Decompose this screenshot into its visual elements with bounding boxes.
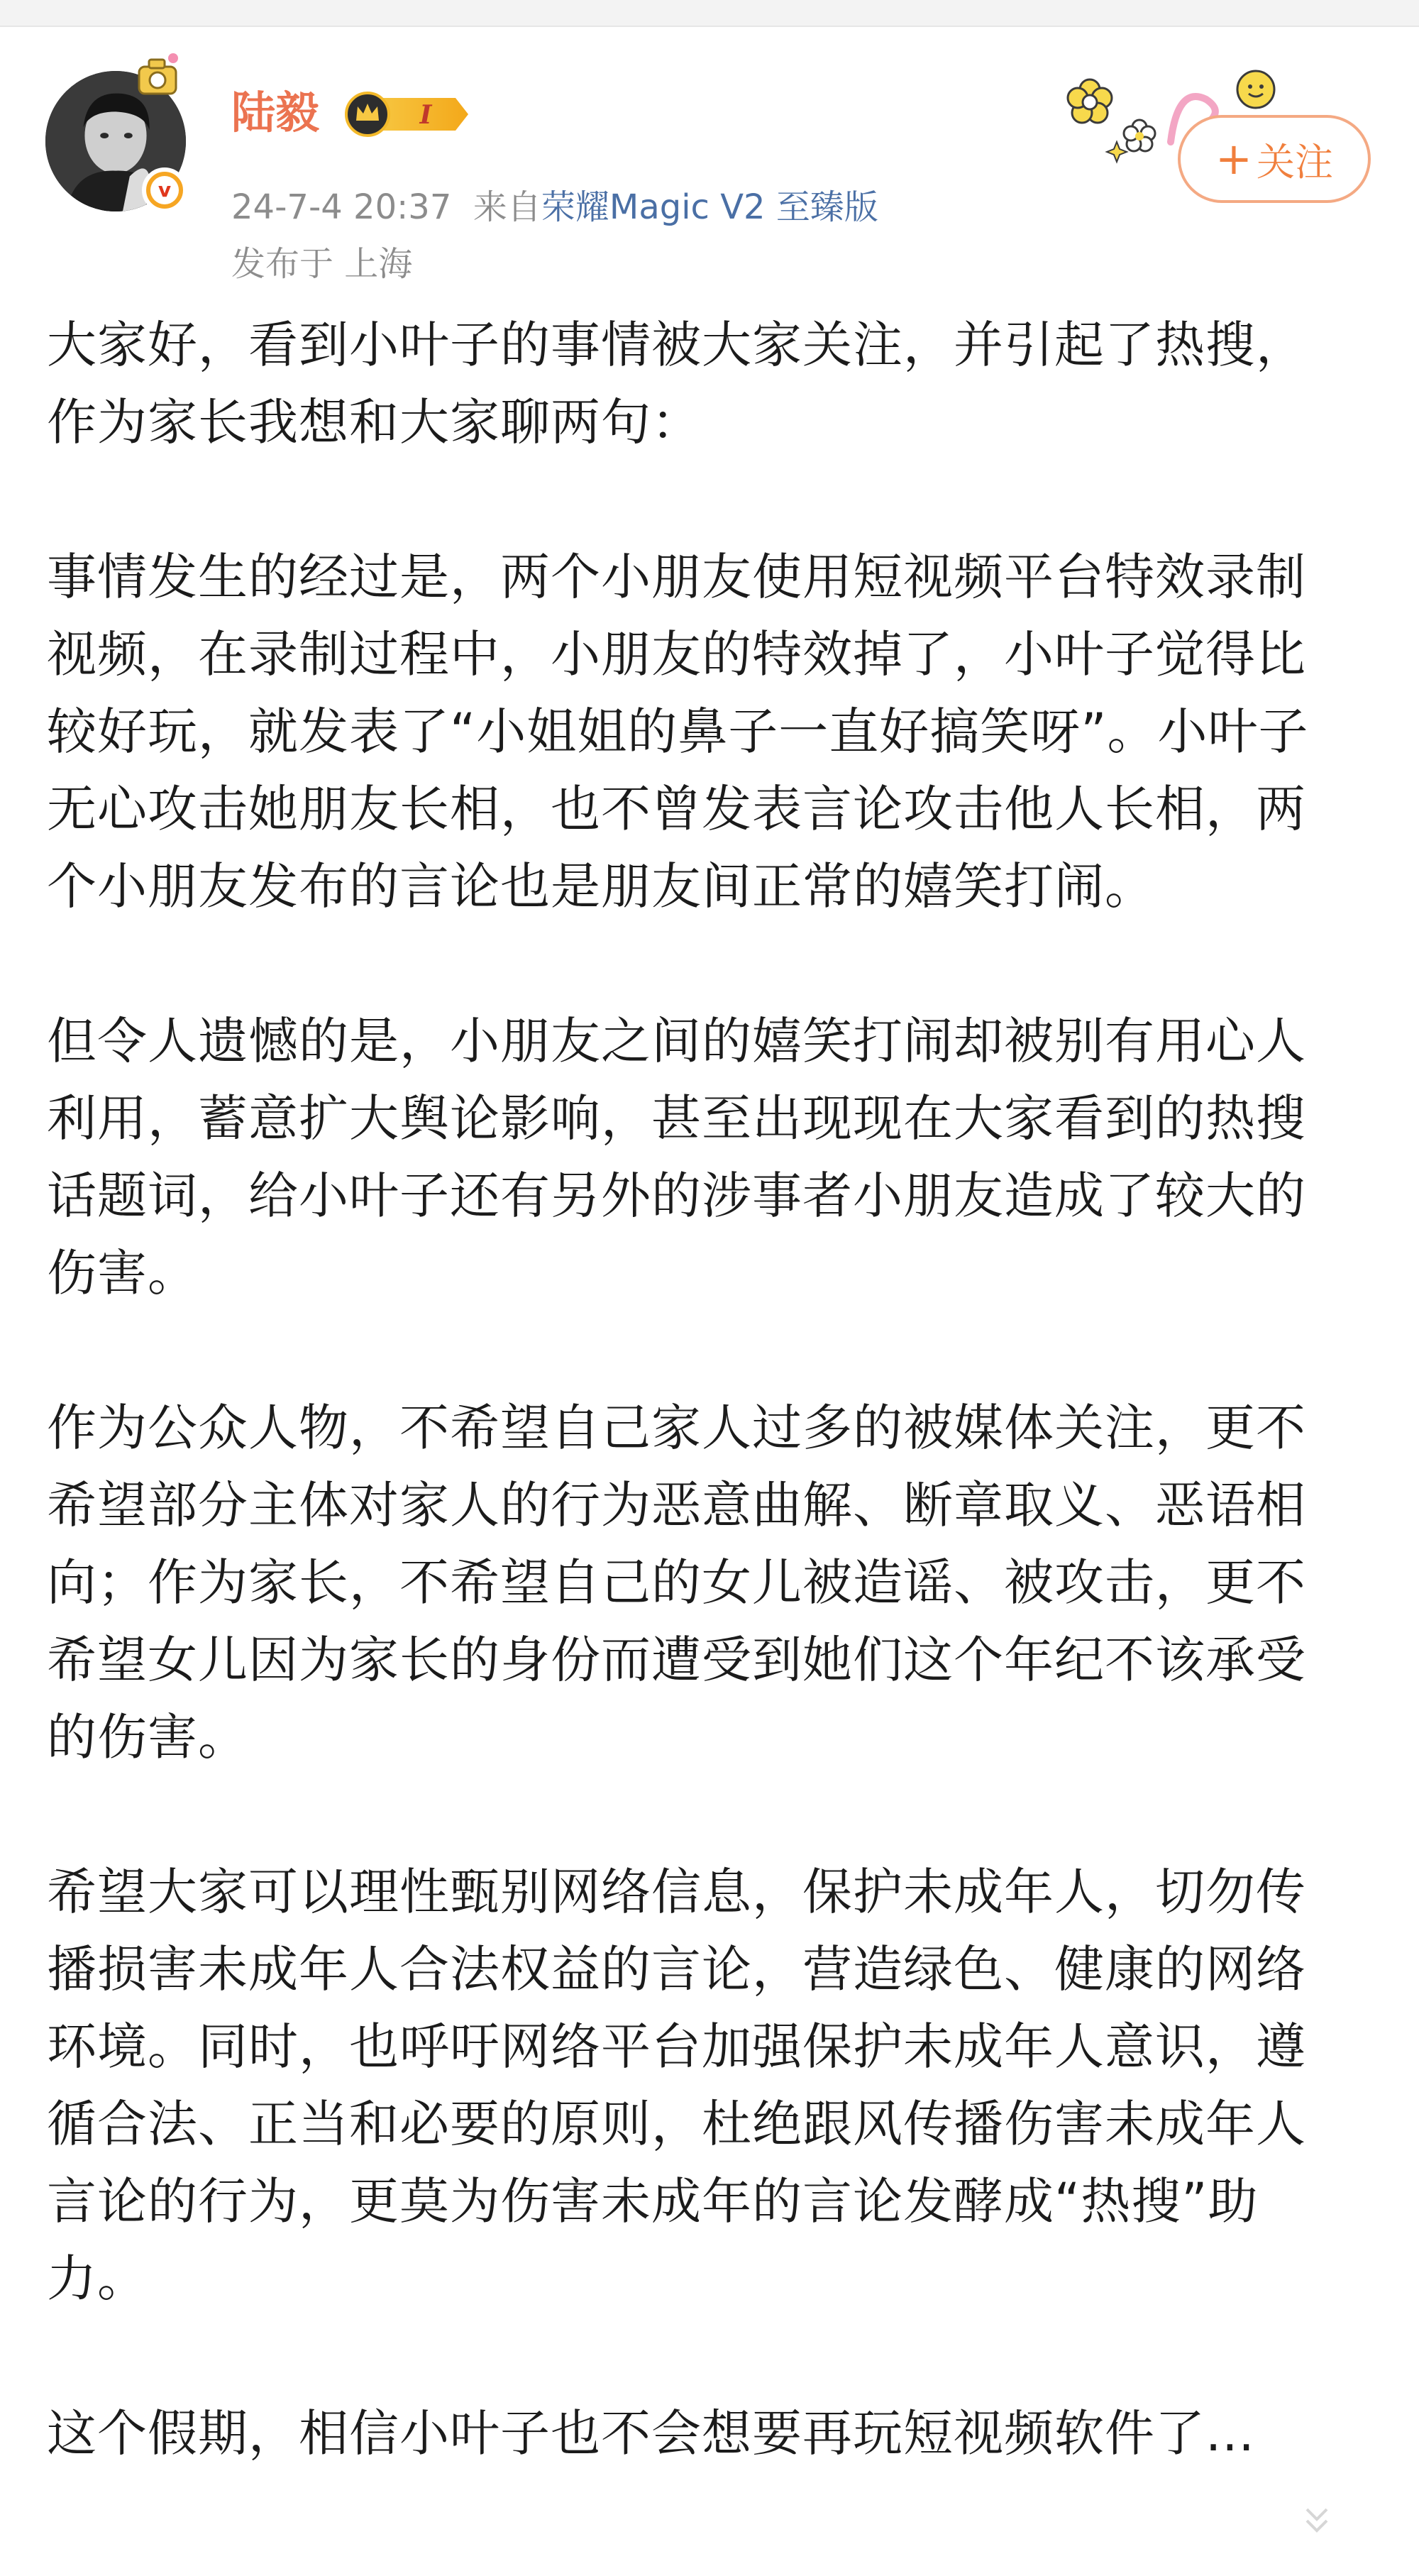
post-location: 发布于 上海 — [231, 244, 413, 284]
author-name[interactable]: 陆毅 — [231, 87, 320, 138]
expand-chevron-icon[interactable] — [1296, 2499, 1338, 2542]
follow-button[interactable] — [1178, 115, 1371, 203]
post-body — [47, 307, 1352, 2472]
post-timestamp: 24-7-4 20:37 — [231, 187, 452, 227]
verified-badge-icon: v — [142, 167, 187, 213]
post-device-link[interactable]: 荣耀Magic V2 至臻版 — [541, 187, 878, 227]
post-source-prefix: 来自 — [473, 187, 541, 227]
crown-badge-icon[interactable] — [343, 91, 471, 138]
follow-button-label: 关注 — [1256, 139, 1333, 185]
post-paragraph: 但令人遗憾的是，小朋友之间的嬉笑打闹却被别有用心人利用，蓄意扩大舆论影响，甚至出现现在大家看到的热搜话题词，给小叶子还有另外的涉事者小朋友造成了较大的伤害。 — [47, 1012, 1306, 1302]
post-paragraph: 事情发生的经过是，两个小朋友使用短视频平台特效录制视频，在录制过程中，小朋友的特效掉了，小叶子觉得比较好玩，就发表了“小姐姐的鼻子一直好搞笑呀”。小叶子无心攻击她朋友长相，也不曾发表言论攻击他人长相，两个小朋友发布的言论也是朋友间正常的嬉笑打闹。 — [47, 548, 1309, 915]
post-paragraph: 大家好，看到小叶子的事情被大家关注，并引起了热搜，作为家长我想和大家聊两句： — [47, 316, 1306, 451]
top-divider — [0, 0, 1419, 27]
vip-level: I — [419, 100, 432, 130]
post-paragraph: 希望大家可以理性甄别网络信息，保护未成年人，切勿传播损害未成年人合法权益的言论，营造绿色、健康的网络环境。同时，也呼吁网络平台加强保护未成年人意识，遵循合法、正当和必要的原则，杜绝跟风传播伤害未成年人言论的行为，更莫为伤害未成年的言论发酵成“热搜”助力。 — [47, 1863, 1306, 2308]
post-paragraph: 这个假期，相信小叶子也不会想要再玩短视频软件了... — [47, 2404, 1255, 2462]
post-header — [0, 26, 1419, 284]
post-paragraph: 作为公众人物，不希望自己家人过多的被媒体关注，更不希望部分主体对家人的行为恶意曲解、断章取义、恶语相向；作为家长，不希望自己的女儿被造谣、被攻击，更不希望女儿因为家长的身份而遭受到她们这个年纪不该承受的伤害。 — [47, 1399, 1306, 1766]
camera-charm-icon — [132, 50, 183, 101]
plus-icon: + — [1215, 133, 1252, 185]
post-meta — [231, 187, 878, 227]
